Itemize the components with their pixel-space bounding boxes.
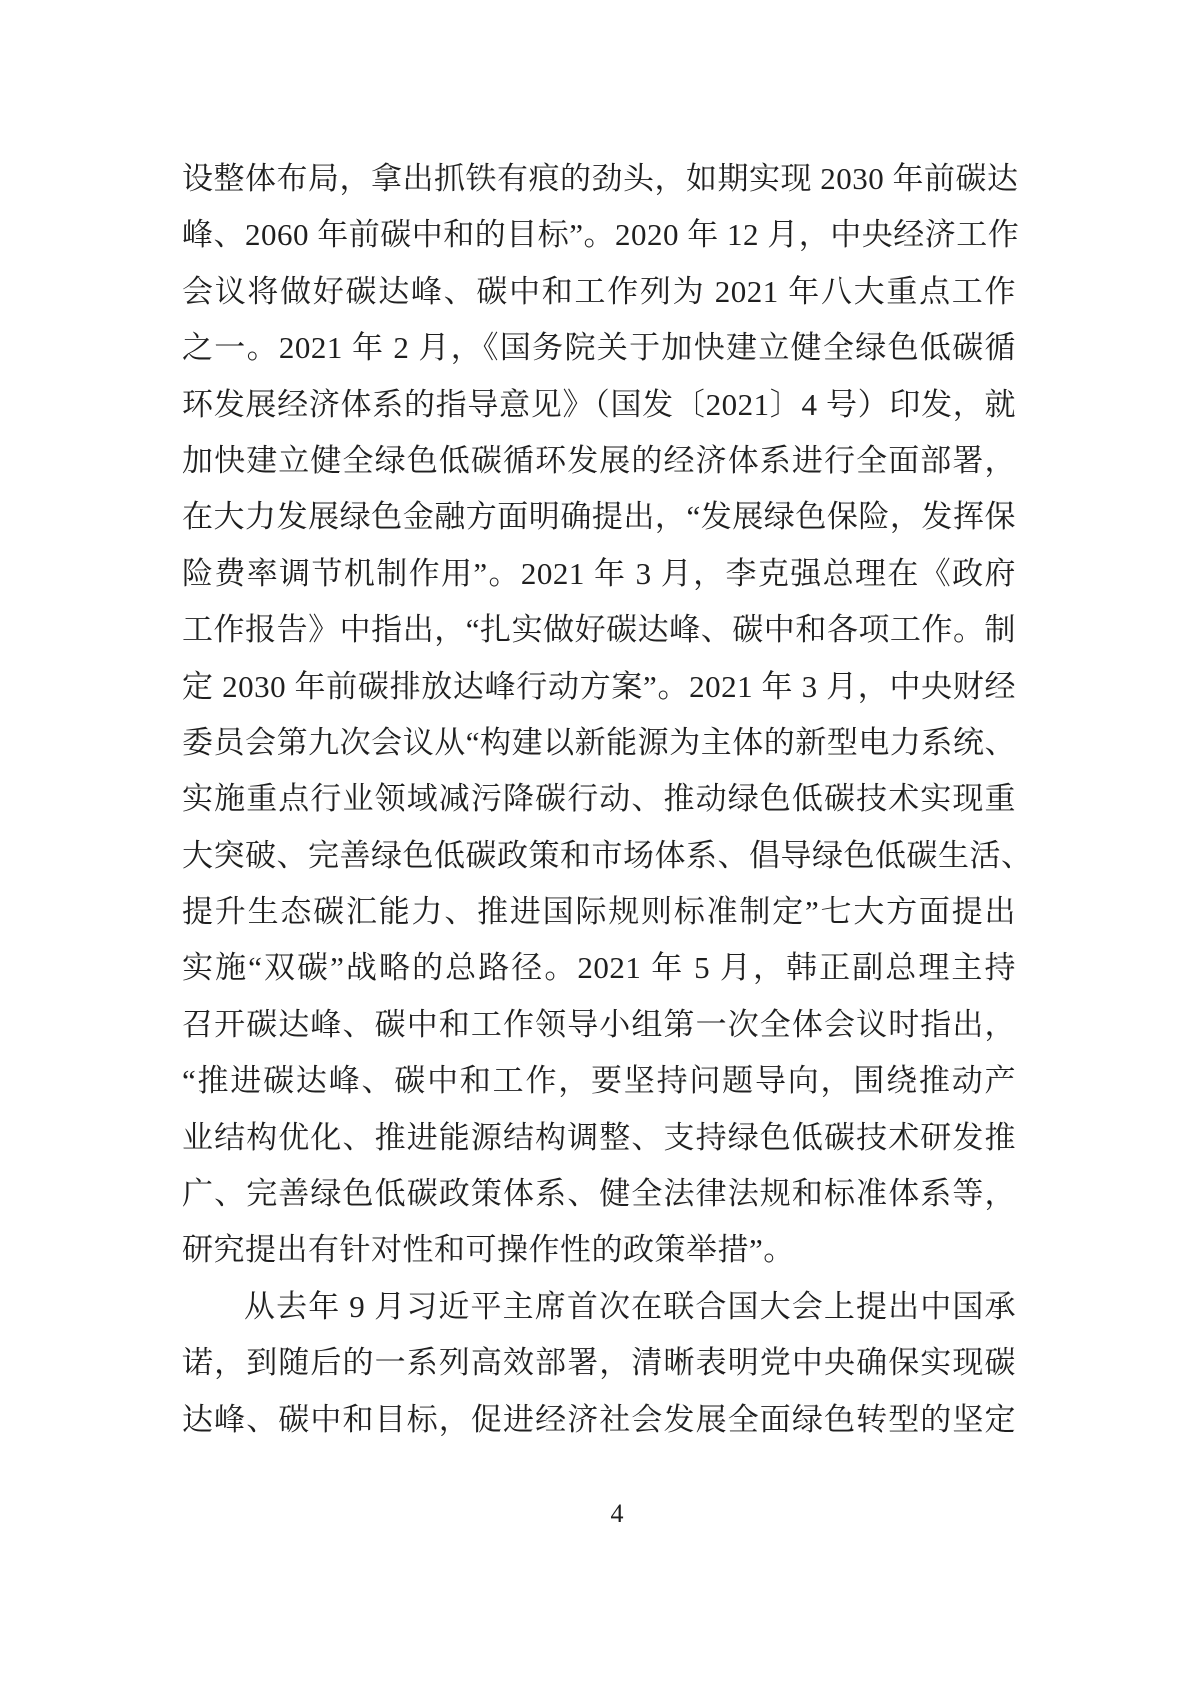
text-line: 研究提出有针对性和可操作性的政策举措”。 [182,1232,795,1268]
text-line: “推进碳达峰、碳中和工作，要坚持问题导向，围绕推动产 [182,1063,1016,1099]
body-text [182,151,1033,1448]
paragraph-1 [182,151,1033,1279]
text-line: 设整体布局，拿出抓铁有痕的劲头，如期实现 2030 年前碳达 [182,161,1019,196]
text-line: 委员会第九次会议从“构建以新能源为主体的新型电力系统、 [182,724,1016,760]
text-line: 从去年 9 月习近平主席首次在联合国大会上提出中国承 [244,1288,1016,1324]
text-line: 险费率调节机制作用”。2021 年 3 月，李克强总理在《政府 [182,555,1016,591]
text-line: 之一。2021 年 2 月，《国务院关于加快建立健全绿色低碳循 [182,330,1016,366]
text-line: 达峰、碳中和目标，促进经济社会发展全面绿色转型的坚定 [182,1401,1016,1437]
text-line: 加快建立健全绿色低碳循环发展的经济体系进行全面部署， [182,442,1016,478]
text-line: 诺，到随后的一系列高效部署，清晰表明党中央确保实现碳 [182,1345,1016,1381]
text-line: 在大力发展绿色金融方面明确提出，“发展绿色保险，发挥保 [182,499,1016,535]
text-line: 提升生态碳汇能力、推进国际规则标准制定”七大方面提出 [182,894,1016,930]
text-line: 峰、2060 年前碳中和的目标”。2020 年 12 月，中央经济工作 [182,217,1020,253]
text-line: 广、完善绿色低碳政策体系、健全法律法规和标准体系等， [182,1176,1016,1212]
page-number: 4 [610,1499,624,1528]
paragraph-2 [182,1279,1016,1448]
text-line: 实施“双碳”战略的总路径。2021 年 5 月，韩正副总理主持 [182,950,1016,986]
text-line: 业结构优化、推进能源结构调整、支持绿色低碳技术研发推 [182,1119,1016,1155]
text-line: 会议将做好碳达峰、碳中和工作列为 2021 年八大重点工作 [182,273,1016,309]
text-line: 大突破、完善绿色低碳政策和市场体系、倡导绿色低碳生活、 [182,837,1033,873]
text-line: 定 2030 年前碳排放达峰行动方案”。2021 年 3 月，中央财经 [182,668,1016,704]
text-line: 实施重点行业领域减污降碳行动、推动绿色低碳技术实现重 [182,781,1016,817]
text-line: 召开碳达峰、碳中和工作领导小组第一次全体会议时指出， [182,1006,1016,1042]
text-line: 工作报告》中指出，“扎实做好碳达峰、碳中和各项工作。制 [182,612,1016,648]
text-line: 环发展经济体系的指导意见》（国发〔2021〕4 号）印发，就 [182,386,1016,422]
